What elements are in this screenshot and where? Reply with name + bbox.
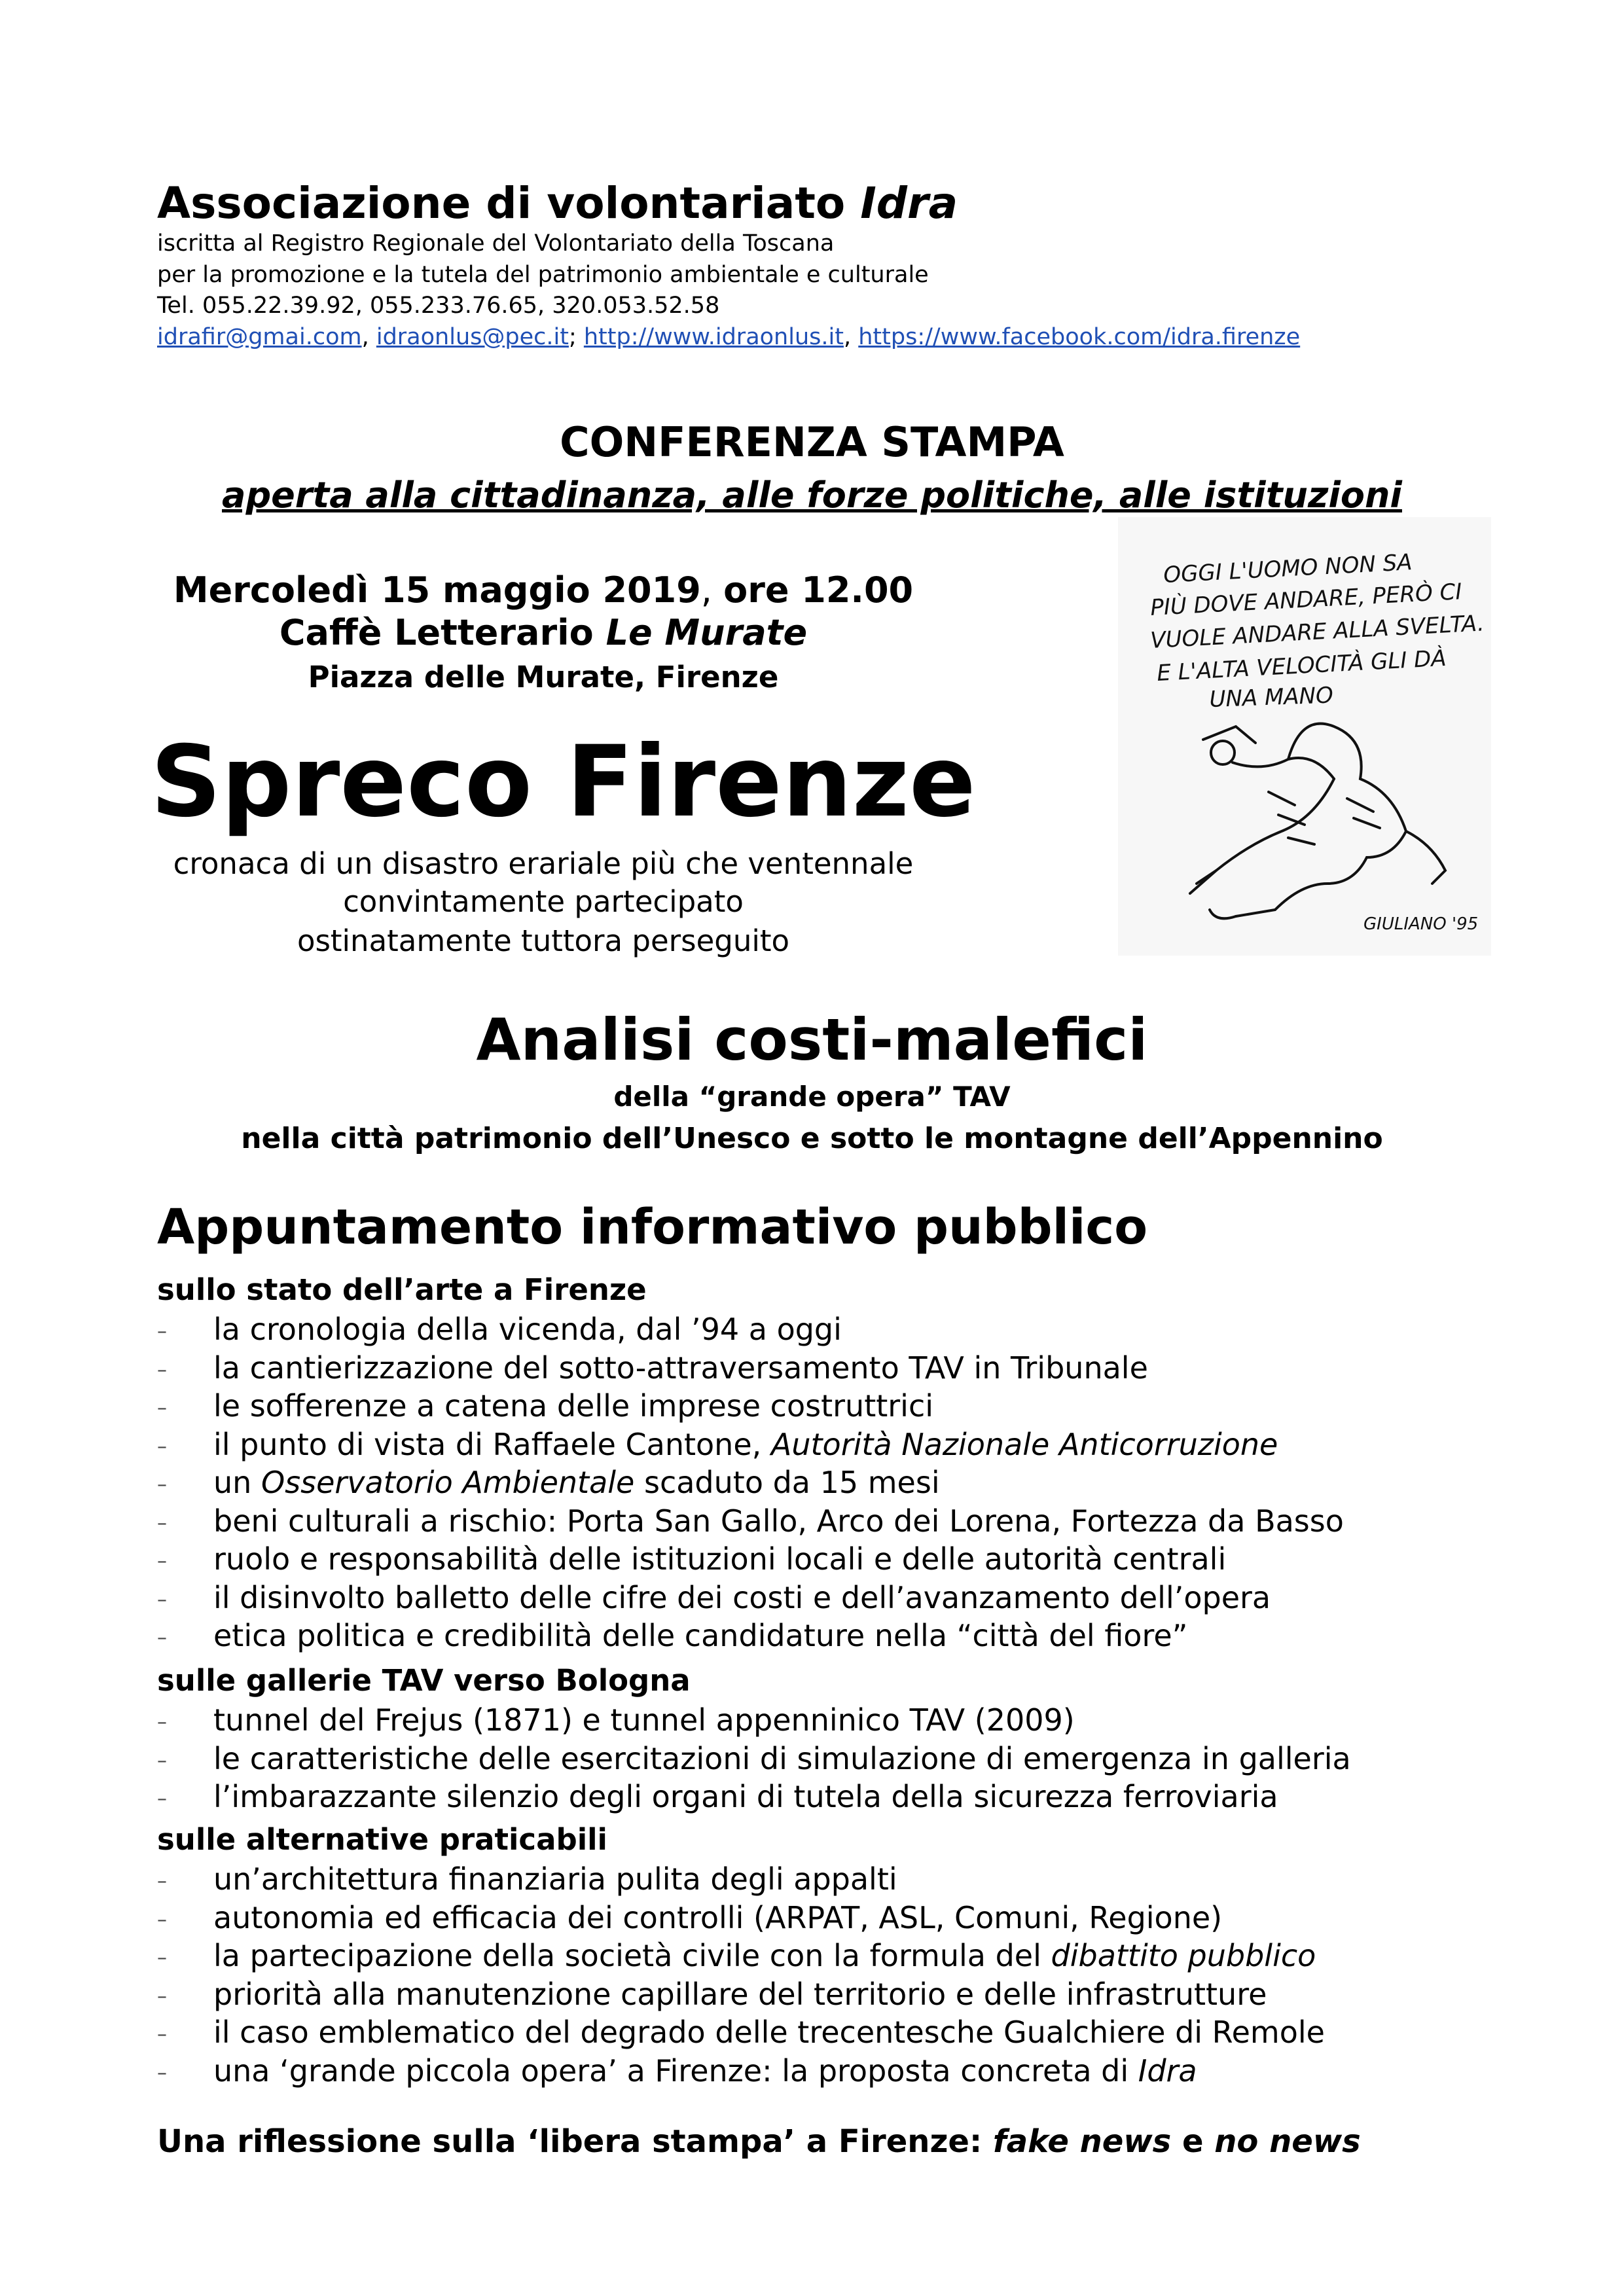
dash-bullet-icon: – [157, 2022, 167, 2046]
dash-bullet-icon: – [157, 1319, 167, 1343]
list-item [157, 1618, 1188, 1653]
conference-title: CONFERENZA STAMPA [560, 418, 1064, 466]
email-link[interactable]: idrafir@gmai.com [157, 324, 362, 350]
list-item-text: le caratteristiche delle esercitazioni di simulazione di emergenza in galleria [213, 1741, 1351, 1776]
org-prefix: Associazione di volontariato [157, 178, 846, 228]
list-item-text: tunnel del Frejus (1871) e tunnel appenninico TAV (2009) [213, 1702, 1075, 1738]
list-item-text: il disinvolto balletto delle cifre dei costi e dell’avanzamento dell’opera [213, 1580, 1271, 1615]
event-venue [151, 612, 936, 653]
list-item-text: autonomia ed efficacia dei controlli (ARPAT, ASL, Comuni, Regione) [213, 1900, 1223, 1935]
website-link[interactable]: http://www.idraonlus.it [583, 324, 844, 350]
phone-line: Tel. 055.22.39.92, 055.233.76.65, 320.053.52.58 [157, 293, 720, 319]
dash-bullet-icon: – [157, 1588, 167, 1611]
separator: ; [568, 324, 584, 350]
headline-line: cronaca di un disastro erariale più che ventennale [173, 846, 914, 881]
cartoon-caption-line: E L'ALTA VELOCITÀ GLI DÀ [1156, 645, 1447, 687]
registry-line: iscritta al Registro Regionale del Volontariato della Toscana [157, 230, 835, 257]
final-prefix: Una riflessione sulla ‘libera stampa’ a Firenze: [157, 2123, 993, 2160]
separator: , [843, 324, 859, 350]
list-item-emphasis: Autorità Nazionale Anticorruzione [770, 1427, 1278, 1462]
dash-bullet-icon: – [157, 1511, 167, 1535]
list-item-text: una ‘grande piccola opera’ a Firenze: la proposta concreta di [213, 2053, 1138, 2089]
fake-news-text: fake news [992, 2123, 1172, 2160]
section-heading: sullo stato dell’arte a Firenze [157, 1272, 647, 1307]
dash-bullet-icon: – [157, 1869, 167, 1893]
dash-bullet-icon: – [157, 1358, 167, 1382]
list-item [157, 1702, 1075, 1738]
dash-bullet-icon: – [157, 1787, 167, 1810]
facebook-link[interactable]: https://www.facebook.com/idra.firenze [858, 324, 1301, 350]
cartoon-signature: GIULIANO '95 [1363, 914, 1479, 934]
cartoon-caption-line: UNA MANO [1208, 682, 1334, 713]
list-item-text: il caso emblematico del degrado delle trecentesche Gualchiere di Remole [213, 2015, 1325, 2050]
list-item [157, 1900, 1223, 1935]
mission-line: per la promozione e la tutela del patrimonio ambientale e culturale [157, 262, 929, 288]
dash-bullet-icon: – [157, 1908, 167, 1931]
list-item [157, 1312, 842, 1347]
contact-links [157, 326, 1300, 349]
dash-bullet-icon: – [157, 1473, 167, 1496]
section-heading: sulle gallerie TAV verso Bologna [157, 1663, 691, 1698]
no-news-text: no news [1214, 2123, 1361, 2160]
venue-prefix: Caffè Letterario [279, 612, 594, 653]
analysis-subtitle: della “grande opera” TAV [613, 1081, 1011, 1113]
dash-bullet-icon: – [157, 2061, 167, 2085]
list-item [157, 1429, 1278, 1460]
list-item [157, 1977, 1267, 2012]
org-name: Idra [860, 178, 958, 228]
list-item-text: la partecipazione della società civile con la formula del [213, 1938, 1051, 1973]
cartoon-illustration [1118, 517, 1491, 956]
headline-line: convintamente partecipato [343, 884, 744, 919]
list-item [157, 1861, 897, 1897]
venue-name: Le Murate [605, 612, 808, 653]
dash-bullet-icon: – [157, 1984, 167, 2008]
section-heading: sulle alternative praticabili [157, 1822, 607, 1857]
organization-title [157, 178, 958, 228]
list-item-emphasis: dibattito pubblico [1051, 1938, 1316, 1973]
list-item-emphasis: Osservatorio Ambientale [261, 1465, 635, 1500]
list-item-text: ruolo e responsabilità delle istituzioni locali e delle autorità centrali [213, 1541, 1227, 1577]
list-item [157, 1350, 1148, 1386]
dash-bullet-icon: – [157, 1396, 167, 1420]
event-address: Piazza delle Murate, Firenze [308, 660, 779, 694]
analysis-subtitle-2: nella città patrimonio dell’Unesco e sotto le montagne dell’Appennino [241, 1122, 1383, 1155]
list-item [157, 1388, 934, 1424]
headline-title: Spreco Firenze [151, 725, 976, 839]
separator: , [361, 324, 376, 350]
list-item-text: la cantierizzazione del sotto-attraversamento TAV in Tribunale [213, 1350, 1148, 1386]
list-item [157, 1541, 1227, 1577]
list-item [157, 1779, 1278, 1814]
dash-bullet-icon: – [157, 1946, 167, 1969]
time-separator: , [700, 569, 724, 611]
list-item-text: etica politica e credibilità delle candidature nella “città del fiore” [213, 1618, 1188, 1653]
list-item-text: un [213, 1465, 261, 1500]
cartoon-caption-line: PIÙ DOVE ANDARE, PERÒ CI [1149, 579, 1463, 621]
list-item-text: la cronologia della vicenda, dal ’94 a oggi [213, 1312, 842, 1347]
list-item-emphasis: Idra [1138, 2053, 1197, 2089]
cartoon-caption-line: OGGI L'UOMO NON SA [1163, 549, 1413, 588]
list-item [157, 1467, 940, 1498]
list-item [157, 1938, 1316, 1973]
dash-bullet-icon: – [157, 1435, 167, 1458]
dash-bullet-icon: – [157, 1710, 167, 1734]
list-item-text: le sofferenze a catena delle imprese costruttrici [213, 1388, 934, 1424]
final-conjunction: e [1171, 2123, 1215, 2160]
dash-bullet-icon: – [157, 1549, 167, 1573]
dash-bullet-icon: – [157, 1749, 167, 1772]
conference-subtitle: aperta alla cittadinanza, alle forze politiche, alle istituzioni [222, 475, 1402, 516]
date-text: Mercoledì 15 maggio 2019 [173, 569, 701, 611]
pec-link[interactable]: idraonlus@pec.it [376, 324, 569, 350]
list-item [157, 2053, 1197, 2089]
list-item [157, 1741, 1351, 1776]
list-item-text: l’imbarazzante silenzio degli organi di tutela della sicurezza ferroviaria [213, 1779, 1278, 1814]
list-item [157, 2015, 1325, 2050]
dash-bullet-icon: – [157, 1626, 167, 1649]
analysis-title: Analisi costi-malefici [476, 1006, 1148, 1073]
headline-line: ostinatamente tuttora perseguito [297, 924, 790, 958]
cartoon-caption-line: VUOLE ANDARE ALLA SVELTA. [1149, 610, 1485, 654]
event-date [151, 569, 936, 611]
final-note [157, 2123, 1361, 2160]
list-item-text: il punto di vista di Raffaele Cantone, [213, 1427, 771, 1462]
list-item-text: beni culturali a rischio: Porta San Gallo, Arco dei Lorena, Fortezza da Basso [213, 1503, 1344, 1539]
appointment-title: Appuntamento informativo pubblico [157, 1199, 1148, 1255]
list-item [157, 1503, 1344, 1539]
list-item-text: scaduto da 15 mesi [634, 1465, 940, 1500]
time-text: ore 12.00 [723, 569, 914, 611]
list-item-text: un’architettura finanziaria pulita degli appalti [213, 1861, 897, 1897]
list-item [157, 1580, 1271, 1615]
list-item-text: priorità alla manutenzione capillare del territorio e delle infrastrutture [213, 1977, 1267, 2012]
